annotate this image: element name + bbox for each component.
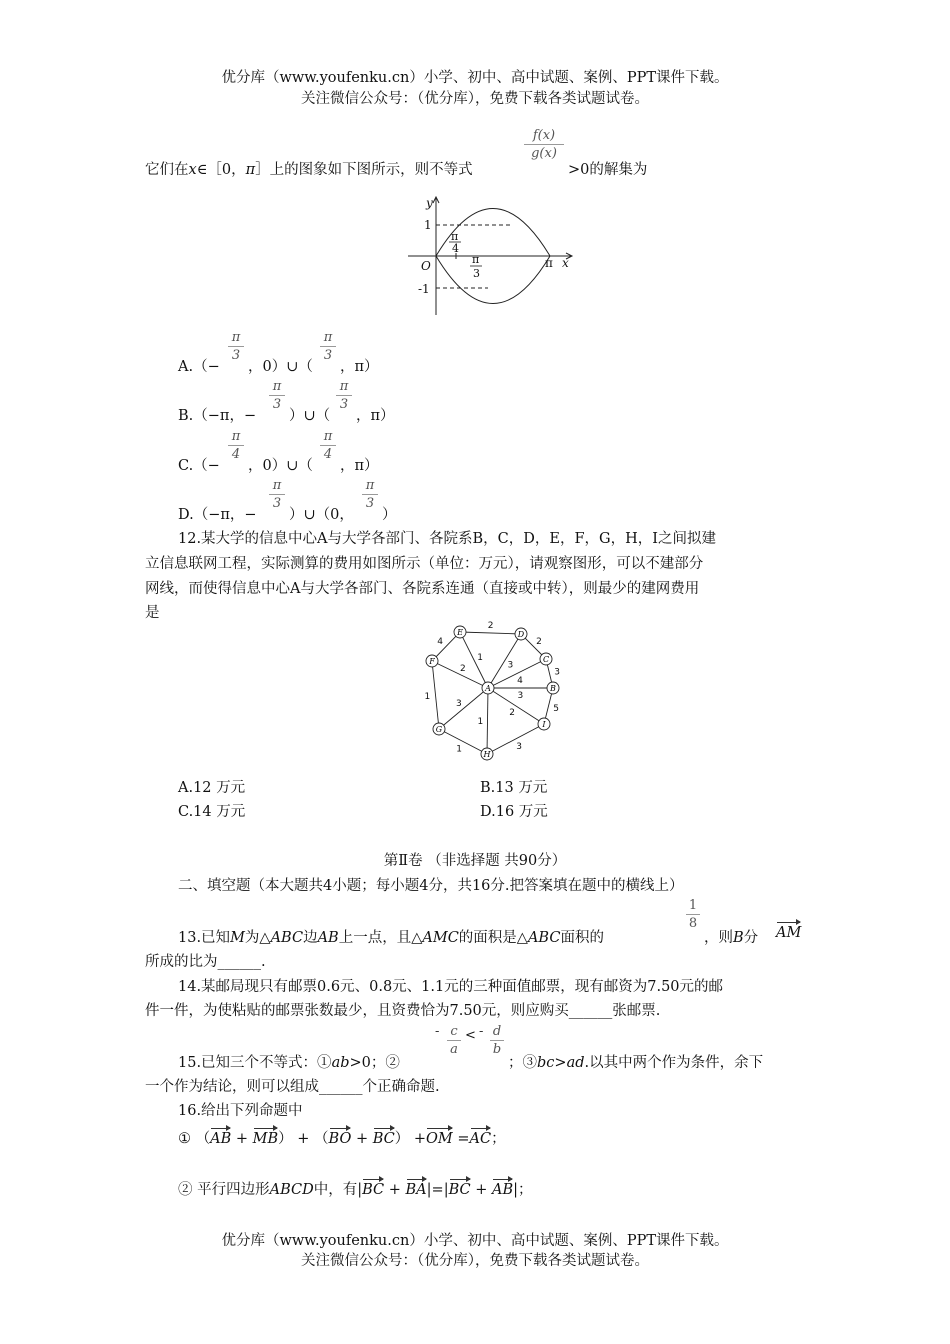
- q15-line-1-end: ；③bc>ad.以其中两个作为条件，余下: [508, 1055, 764, 1071]
- q13-line-1: 13.已知M为△ABC边AB上一点，且△AMC的面积是△ABC面积的: [178, 930, 604, 946]
- q14-line-2: 件一件，为使粘贴的邮票张数最少，且资费恰为7.50元，则应购买______张邮票.: [145, 1003, 661, 1019]
- q11-fraction: [524, 128, 564, 161]
- edge-weight-A-F: 2: [460, 664, 466, 675]
- edge-weight-G-F: 1: [424, 691, 431, 702]
- node-label-C: C: [542, 655, 550, 664]
- neg-curve: [436, 256, 550, 304]
- node-label-F: F: [429, 657, 435, 666]
- edge-weight-F-E: 4: [437, 636, 443, 647]
- q13-line-2: 所成的比为______.: [145, 954, 266, 970]
- q12-option-a: A.12 万元: [178, 780, 246, 796]
- edge-weight-A-D: 3: [507, 660, 514, 671]
- node-label-I: I: [542, 720, 546, 729]
- node-label-D: D: [517, 630, 525, 639]
- part2-title: 第Ⅱ卷 （非选择题 共90分）: [383, 853, 567, 869]
- edge-weight-A-I: 2: [509, 707, 515, 718]
- edge-A-E: [460, 632, 488, 688]
- q11-frac-den: g(x): [531, 146, 557, 161]
- tick-m1-label: -1: [418, 282, 430, 296]
- q15-ineq-lt: <: [465, 1028, 476, 1043]
- edge-A-I: [488, 688, 544, 724]
- q15-ineq-minus-2: -: [479, 1024, 484, 1039]
- x-label: x: [562, 256, 569, 270]
- tick-1-label: 1: [424, 218, 432, 232]
- part2-section: 二、填空题（本大题共4小题；每小题4分，共16分.把答案填在题中的横线上）: [178, 878, 684, 894]
- q13-fraction: 1 8: [686, 898, 700, 931]
- footer-line-2: 关注微信公众号：（优分库），免费下载各类试题试卷。: [301, 1253, 649, 1269]
- q11-stem: 它们在x∈［0，π］上的图象如下图所示，则不等式: [145, 162, 473, 178]
- edge-A-H: [487, 688, 488, 754]
- q16-item-1: ① （AB + MB） + （BO + BC） +OM =AC；: [178, 1131, 506, 1147]
- q13-line-1-end: ，则B分: [704, 930, 759, 946]
- q14-line-1: 14.某邮局现只有邮票0.6元、0.8元、1.1元的三种面值邮票，现有邮资为7.50元的邮: [178, 979, 724, 995]
- edge-weight-A-H: 1: [477, 716, 484, 727]
- node-label-H: H: [483, 750, 491, 759]
- q12-option-b: B.13 万元: [480, 780, 548, 796]
- q15-frac-ca: c a: [447, 1024, 461, 1057]
- q12-line-4: 是: [145, 605, 160, 621]
- edge-weight-A-E: 1: [477, 652, 483, 663]
- pi4-den: 4: [452, 242, 459, 255]
- edge-H-G: [439, 729, 487, 754]
- pi3-num: π: [472, 253, 480, 266]
- q16-item-2: ② 平行四边形ABCD中，有|BC + BA|=|BC + AB|；: [178, 1182, 533, 1198]
- y-label: y: [426, 196, 433, 210]
- edge-weight-I-H: 3: [516, 742, 522, 753]
- edge-weight-C-B: 3: [554, 667, 561, 678]
- node-label-A: A: [485, 684, 491, 693]
- pi4-num: π: [451, 230, 459, 243]
- q12-line-3: 网线，而使得信息中心A与大学各部门、各院系连通（直接或中转），则最少的建网费用: [145, 581, 700, 597]
- tick-pi-label: π: [545, 256, 553, 270]
- edge-weight-A-G: 3: [456, 699, 462, 710]
- q15-line-1: 15.已知三个不等式：①ab>0；②: [178, 1055, 400, 1071]
- q11-stem-end: >0的解集为: [568, 162, 648, 178]
- node-label-G: G: [435, 725, 443, 734]
- footer-line-1: 优分库（www.youfenku.cn）小学、初中、高中试题、案例、PPT课件下载。: [221, 1233, 729, 1249]
- q16-title: 16.给出下列命题中: [178, 1103, 303, 1119]
- q12-line-2: 立信息联网工程，实际测算的费用如图所示（单位：万元），请观察图形，可以不建部分: [145, 556, 704, 572]
- node-label-B: B: [550, 684, 556, 693]
- edge-E-D: [460, 632, 521, 634]
- q11-frac-num: f(x): [532, 128, 556, 143]
- q12-option-c: C.14 万元: [178, 804, 246, 820]
- edge-weight-B-I: 5: [553, 703, 559, 714]
- node-label-E: E: [457, 628, 463, 637]
- edge-weight-A-B: 3: [517, 691, 524, 701]
- q15-ineq-minus-1: -: [435, 1024, 440, 1039]
- q15-frac-db: d b: [490, 1024, 504, 1057]
- header-line-2: 关注微信公众号：（优分库），免费下载各类试题试卷。: [301, 91, 649, 107]
- edge-weight-H-G: 1: [456, 744, 463, 755]
- pi3-den: 3: [473, 267, 480, 280]
- edge-weight-D-C: 2: [536, 636, 542, 647]
- q15-line-2: 一个作为结论，则可以组成______个正确命题.: [145, 1079, 440, 1095]
- q11-function-graph: [400, 195, 580, 320]
- q12-line-1: 12.某大学的信息中心A与大学各部门、各院系B，C，D，E，F，G，H，I之间拟建: [178, 531, 717, 547]
- q12-option-d: D.16 万元: [480, 804, 548, 820]
- edge-G-F: [432, 661, 439, 729]
- q13-vector-am: AM: [776, 925, 802, 941]
- header-line-1: 优分库（www.youfenku.cn）小学、初中、高中试题、案例、PPT课件下载。: [221, 70, 729, 86]
- edge-weight-A-C: 4: [517, 675, 523, 686]
- origin-label: O: [421, 259, 431, 273]
- q12-network-graph: [415, 618, 575, 763]
- edge-weight-E-D: 2: [487, 621, 494, 632]
